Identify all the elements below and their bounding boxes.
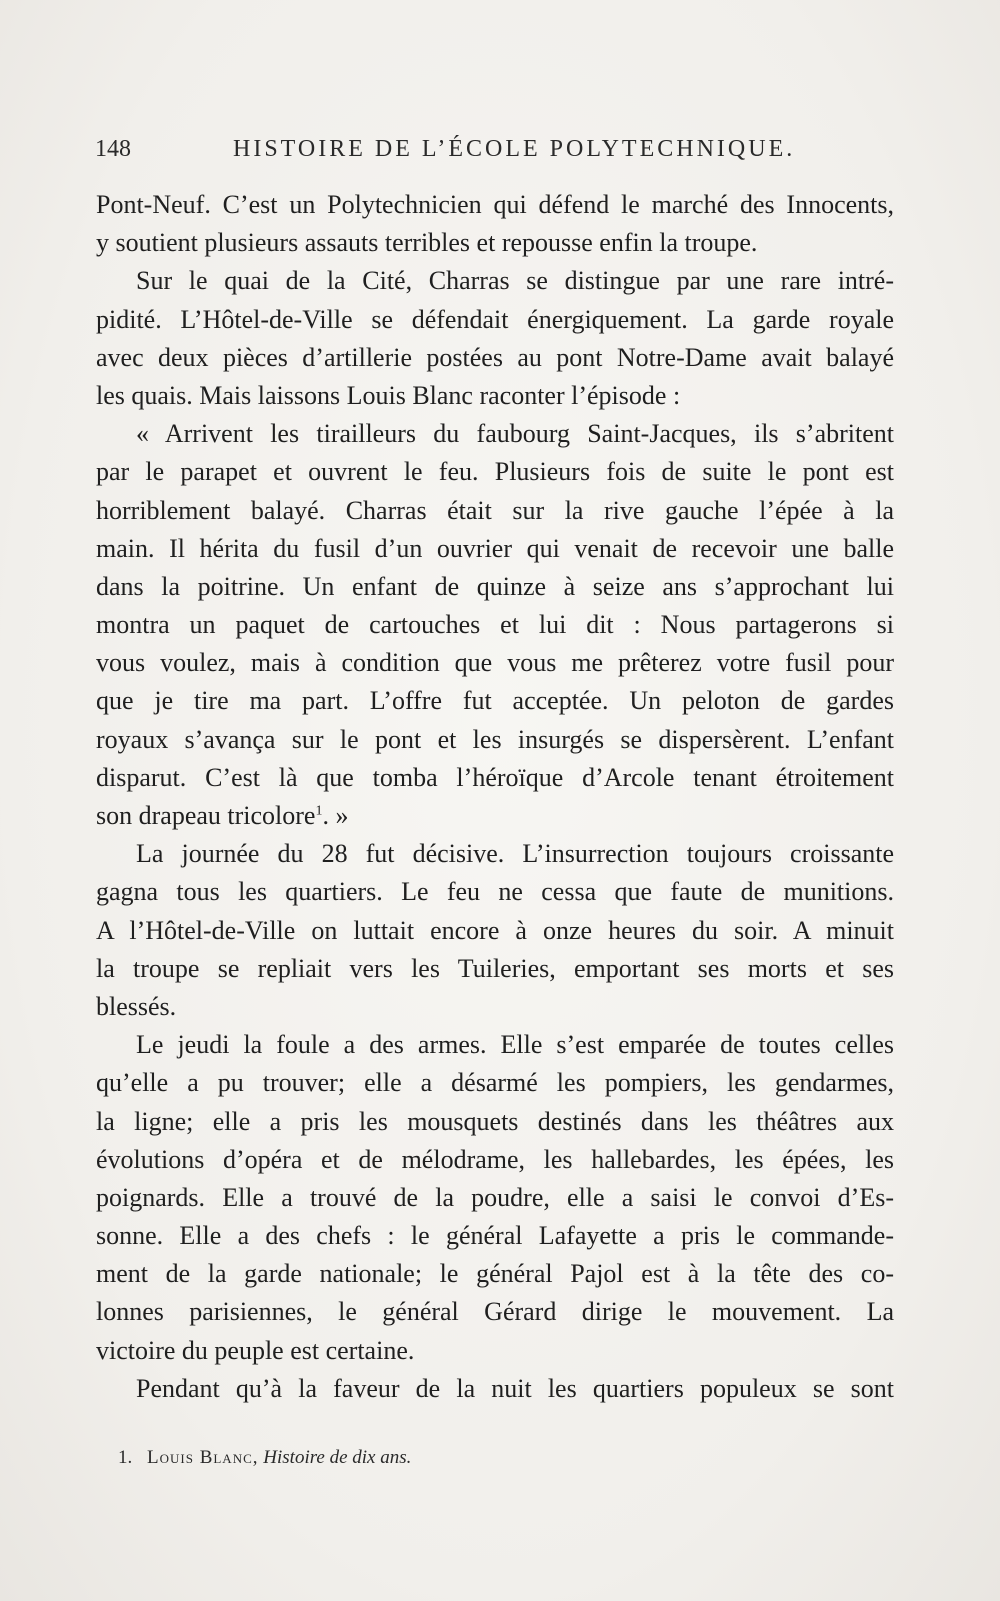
footnote-title: Histoire de dix ans. <box>263 1447 412 1468</box>
text-line: main. Il hérita du fusil d’un ouvrier qui venait de recevoir une balle <box>96 533 894 563</box>
text-line: la ligne; elle a pris les mousquets destinés dans les théâtres aux <box>96 1106 894 1136</box>
page-number: 148 <box>95 136 131 162</box>
text-line: les quais. Mais laissons Louis Blanc raconter l’épisode : <box>96 380 681 410</box>
text-line: A l’Hôtel-de-Ville on luttait encore à onze heures du soir. A minuit <box>96 915 894 945</box>
footnote-reference: 1 <box>315 803 323 819</box>
text-line: gagna tous les quartiers. Le feu ne cessa que faute de munitions. <box>96 877 894 907</box>
running-title: HISTOIRE DE L’ÉCOLE POLYTECHNIQUE. <box>233 136 796 162</box>
text-line: Pont-Neuf. C’est un Polytechnicien qui défend le marché des Innocents, <box>96 190 894 219</box>
text-line: poignards. Elle a trouvé de la poudre, elle a saisi le convoi d’Es- <box>96 1182 894 1212</box>
footnote-number: 1. <box>118 1447 133 1468</box>
footnote <box>118 1447 411 1469</box>
text-line: évolutions d’opéra et de mélodrame, les hallebardes, les épées, les <box>96 1144 894 1174</box>
text-line: avec deux pièces d’artillerie postées au pont Notre-Dame avait balayé <box>96 342 894 372</box>
text-line: sonne. Elle a des chefs : le général Lafayette a pris le commande- <box>96 1221 894 1251</box>
text-line-content: son drapeau tricolore <box>96 801 316 830</box>
text-line: y soutient plusieurs assauts terribles et repousse enfin la troupe. <box>96 228 758 258</box>
body-text <box>96 186 894 1408</box>
text-line: victoire du peuple est certaine. <box>96 1335 415 1365</box>
text-line: la troupe se repliait vers les Tuileries, emportant ses morts et ses <box>96 953 894 983</box>
quote-close: . » <box>322 801 349 830</box>
text-line: Pendant qu’à la faveur de la nuit les quartiers populeux se sont <box>136 1373 894 1403</box>
text-line: ment de la garde nationale; le général Pajol est à la tête des co- <box>96 1259 894 1289</box>
text-line <box>96 797 894 835</box>
text-line: qu’elle a pu trouver; elle a désarmé les pompiers, les gendarmes, <box>96 1068 894 1098</box>
text-line: pidité. L’Hôtel-de-Ville se défendait énergiquement. La garde royale <box>96 304 894 334</box>
text-line: que je tire ma part. L’offre fut acceptée. Un peloton de gardes <box>96 686 894 716</box>
text-line: dans la poitrine. Un enfant de quinze à seize ans s’approchant lui <box>96 571 894 601</box>
text-line: par le parapet et ouvrent le feu. Plusieurs fois de suite le pont est <box>96 457 894 487</box>
text-line: Le jeudi la foule a des armes. Elle s’est emparée de toutes celles <box>136 1030 894 1060</box>
text-line: royaux s’avança sur le pont et les insurgés se dispersèrent. L’enfant <box>96 724 894 754</box>
text-line: vous voulez, mais à condition que vous me prêterez votre fusil pour <box>96 648 894 678</box>
text-line: horriblement balayé. Charras était sur la rive gauche l’épée à la <box>96 495 894 525</box>
footnote-author: Louis Blanc, <box>147 1447 259 1468</box>
text-line: La journée du 28 fut décisive. L’insurrection toujours croissante <box>136 839 894 869</box>
text-line: lonnes parisiennes, le général Gérard dirige le mouvement. La <box>96 1297 894 1327</box>
text-line: « Arrivent les tirailleurs du faubourg Saint-Jacques, ils s’abritent <box>136 419 894 449</box>
running-header <box>95 136 885 168</box>
text-line: disparut. C’est là que tomba l’héroïque d’Arcole tenant étroitement <box>96 762 894 792</box>
text-line: Sur le quai de la Cité, Charras se distingue par une rare intré- <box>136 266 894 296</box>
text-line: montra un paquet de cartouches et lui dit : Nous partagerons si <box>96 610 894 640</box>
text-line: blessés. <box>96 991 177 1021</box>
